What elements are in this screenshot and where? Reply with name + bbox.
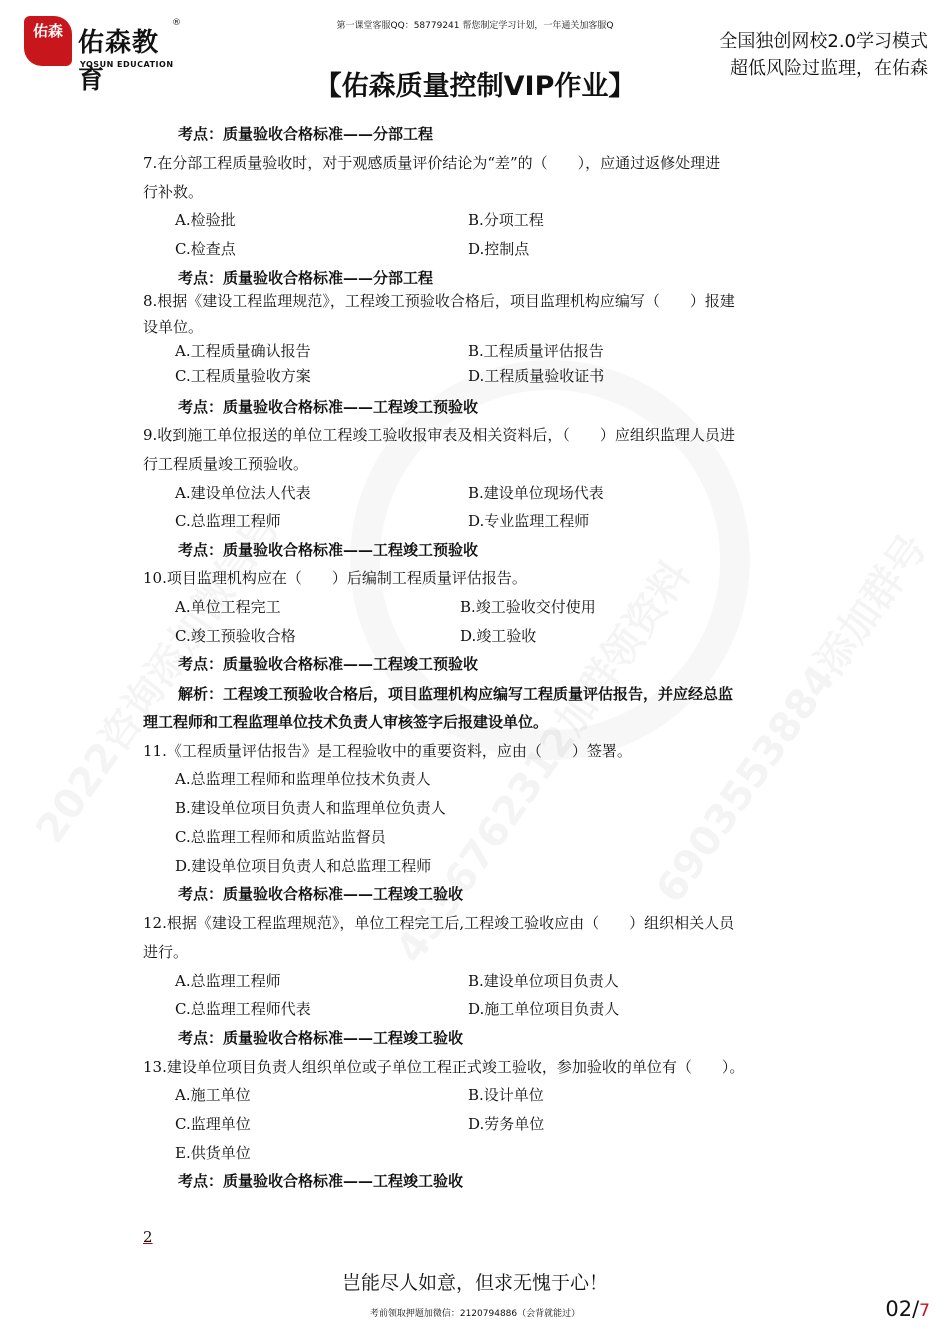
question-text: 7.在分部工程质量验收时，对于观感质量评价结论为“差”的（ ），应通过返修处理进 [143,154,721,172]
option: A.单位工程完工 [175,598,281,616]
option: C.总监理工程师和质监站监督员 [175,828,386,846]
option: B.竣工验收交付使用 [460,598,596,616]
page-counter [885,1297,930,1321]
option: C.总监理工程师代表 [175,1000,311,1018]
topic-note: 考点：质量验收合格标准——分部工程 [178,125,434,143]
option: B.分项工程 [468,211,544,229]
slogan-line: 全国独创网校2.0学习模式 [719,31,928,52]
slogan-line: 超低风险过监理，在佑森 [730,58,928,79]
topic-note: 考点：质量验收合格标准——工程竣工验收 [178,1172,464,1190]
question-text: 设单位。 [143,318,204,336]
option: C.检查点 [175,240,236,258]
option: A.工程质量确认报告 [175,342,311,360]
option: D.施工单位项目负责人 [468,1000,620,1018]
option: D.工程质量验收证书 [468,367,605,385]
question-text: 10.项目监理机构应在（ ）后编制工程质量评估报告。 [143,569,527,587]
footer-note: 考前领取押题加微信：2120794886（会背就能过） [369,1309,581,1319]
question-text: 11.《工程质量评估报告》是工程验收中的重要资料，应由（ ）签署。 [143,742,632,760]
question-text: 13.建设单位项目负责人组织单位或子单位工程正式竣工验收，参加验收的单位有（ ）。 [143,1058,745,1076]
option: C.监理单位 [175,1115,251,1133]
topic-note: 考点：质量验收合格标准——工程竣工预验收 [178,655,479,673]
option: D.建设单位项目负责人和总监理工程师 [175,857,432,875]
topic-note: 考点：质量验收合格标准——分部工程 [178,269,434,287]
option: C.竣工预验收合格 [175,627,296,645]
question-text: 行补救。 [143,183,204,201]
option: A.总监理工程师 [175,972,281,990]
topic-note: 考点：质量验收合格标准——工程竣工验收 [178,885,464,903]
topic-note: 考点：质量验收合格标准——工程竣工预验收 [178,541,479,559]
logo-english: YOSUN EDUCATION [80,60,174,69]
option: B.建设单位项目负责人和监理单位负责人 [175,799,446,817]
option: A.施工单位 [175,1086,251,1104]
question-text: 9.收到施工单位报送的单位工程竣工验收报审表及相关资料后，（ ）应组织监理人员进 [143,426,735,444]
option: A.总监理工程师和监理单位技术负责人 [175,770,431,788]
question-text: 进行。 [143,943,189,961]
option: D.控制点 [468,240,530,258]
option: D.劳务单位 [468,1115,545,1133]
page-current: 02/ [885,1297,920,1321]
option: D.专业监理工程师 [468,512,590,530]
footer-motto: 岂能尽人如意，但求无愧于心！ [341,1272,608,1294]
page-total: 7 [919,1301,930,1321]
option: A.检验批 [175,211,236,229]
header-note: 第一课堂客服QQ：58779241 帮您制定学习计划，一年通关加客服Q [336,21,614,31]
topic-note: 考点：质量验收合格标准——工程竣工验收 [178,1029,464,1047]
logo-text: 佑森教育 [78,28,160,95]
option: C.总监理工程师 [175,512,281,530]
topic-note: 考点：质量验收合格标准——工程竣工预验收 [178,398,479,416]
option: B.工程质量评估报告 [468,342,604,360]
analysis-text: 理工程师和工程监理单位技术负责人审核签字后报建设单位。 [143,713,549,731]
option: D.竣工验收 [460,627,537,645]
option: E.供货单位 [175,1144,251,1162]
document-title: 【佑森质量控制VIP作业】 [314,71,636,102]
option: A.建设单位法人代表 [175,484,311,502]
page-number: 2 [143,1228,153,1246]
option: B.建设单位现场代表 [468,484,604,502]
analysis-text: 解析：工程竣工预验收合格后，项目监理机构应编写工程质量评估报告，并应经总监 [178,685,734,703]
question-text: 12.根据《建设工程监理规范》，单位工程完工后,工程竣工验收应由（ ）组织相关人员 [143,914,735,932]
option: C.工程质量验收方案 [175,367,311,385]
registered-mark: ® [172,18,181,28]
logo-mark: 佑森 [24,16,72,66]
option: B.建设单位项目负责人 [468,972,619,990]
question-text: 行工程质量竣工预验收。 [143,455,309,473]
question-text: 8.根据《建设工程监理规范》，工程竣工预验收合格后，项目监理机构应编写（ ）报建 [143,292,735,310]
option: B.设计单位 [468,1086,544,1104]
